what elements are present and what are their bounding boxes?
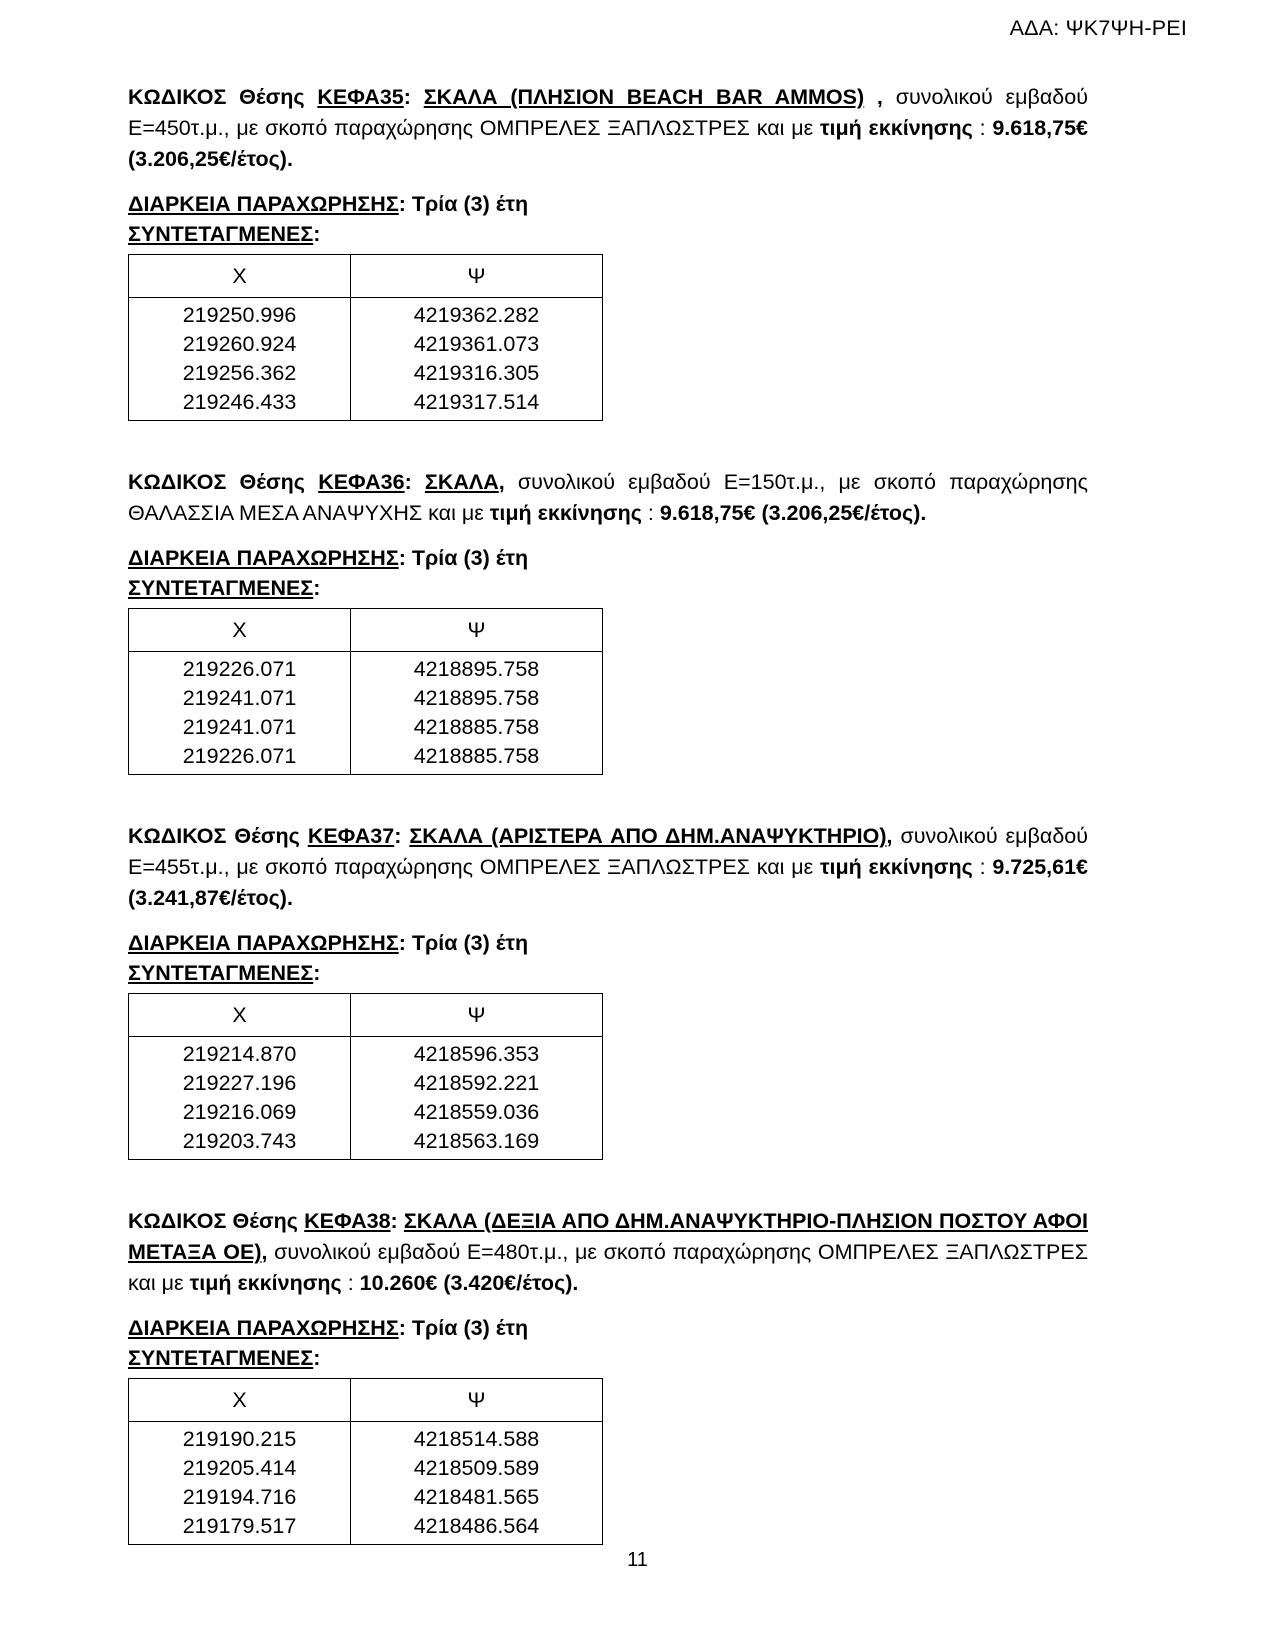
code-prefix-label: ΚΩΔΙΚΟΣ (128, 824, 227, 848)
position-location: ΣΚΑΛΑ (ΠΛΗΣΙΟΝ BEACH BAR AMMOS) (423, 85, 865, 109)
position-block (128, 821, 1088, 1160)
duration-value: Τρία (3) έτη (411, 931, 529, 955)
position-code: ΚΕΦΑ38 (304, 1209, 391, 1233)
coordinates-separator: : (313, 961, 321, 985)
position-location: ΣΚΑΛΑ (424, 470, 499, 494)
cell-x: 219241.071 (129, 684, 351, 713)
cell-x: 219246.433 (129, 388, 351, 421)
cell-x: 219250.996 (129, 298, 351, 331)
cell-y: 4218592.221 (351, 1069, 603, 1098)
location-suffix: , (261, 1240, 268, 1264)
cell-x: 219205.414 (129, 1454, 351, 1483)
cell-x: 219190.215 (129, 1422, 351, 1455)
cell-y: 4218885.758 (351, 713, 603, 742)
cell-x: 219194.716 (129, 1483, 351, 1512)
position-location: ΣΚΑΛΑ (ΑΡΙΣΤΕΡΑ ΑΠΟ ΔΗΜ.ΑΝΑΨΥΚΤΗΡΙΟ) (409, 824, 887, 848)
duration-separator: : (398, 192, 412, 216)
document-body (128, 82, 1088, 1545)
cell-x: 219216.069 (129, 1098, 351, 1127)
cell-y: 4219361.073 (351, 330, 603, 359)
column-header-y: Ψ (351, 255, 603, 298)
table-row (129, 298, 603, 331)
price-value: 9.618,75€ (3.206,25€/έτος). (659, 501, 927, 525)
price-separator: : (972, 855, 993, 879)
table-row (129, 1127, 603, 1160)
cell-x: 219214.870 (129, 1037, 351, 1070)
code-word-label: Θέσης (239, 85, 305, 109)
table-row (129, 1422, 603, 1455)
cell-x: 219203.743 (129, 1127, 351, 1160)
coordinates-table (128, 993, 603, 1160)
table-row (129, 1037, 603, 1070)
table-row (129, 1454, 603, 1483)
position-description: ΚΩΔΙΚΟΣ Θέσης ΚΕΦΑ38: ΣΚΑΛΑ (ΔΕΞΙΑ ΑΠΟ ΔΗΜ.ΑΝΑΨΥΚΤΗΡΙΟ-ΠΛΗΣΙΟΝ ΠΟΣΤΟΥ ΑΦΟΙ ΜΕΤΑΞΑ ΟΕ), συνολικού εμβαδού Ε=480τ.μ., με σκοπό παραχώρησης ΟΜΠΡΕΛΕΣ ΞΑΠΛΩΣΤΡΕΣ και με τιμή εκκίνησης : 10.260€ (3.420€/έτος). (128, 1209, 1088, 1295)
duration-line (128, 1313, 1088, 1343)
cell-y: 4219317.514 (351, 388, 603, 421)
coordinates-line (128, 1343, 1088, 1373)
price-separator: : (341, 1271, 360, 1295)
coordinates-separator: : (313, 222, 321, 246)
cell-y: 4218559.036 (351, 1098, 603, 1127)
table-row (129, 330, 603, 359)
coordinates-line (128, 573, 1088, 603)
duration-value: Τρία (3) έτη (411, 1316, 529, 1340)
position-block (128, 467, 1088, 775)
column-header-y: Ψ (351, 1379, 603, 1422)
column-header-x: Χ (129, 1379, 351, 1422)
price-label: τιμή εκκίνησης (489, 501, 642, 525)
price-label: τιμή εκκίνησης (819, 855, 973, 879)
table-header-row (129, 1379, 603, 1422)
table-row (129, 1069, 603, 1098)
coordinates-label: ΣΥΝΤΕΤΑΓΜΕΝΕΣ (128, 961, 314, 985)
duration-label: ΔΙΑΡΚΕΙΑ ΠΑΡΑΧΩΡΗΣΗΣ (128, 192, 399, 216)
cell-y: 4218514.588 (351, 1422, 603, 1455)
coordinates-separator: : (313, 576, 321, 600)
coordinates-table (128, 608, 603, 775)
table-header-row (129, 609, 603, 652)
cell-y: 4218509.589 (351, 1454, 603, 1483)
duration-separator: : (398, 546, 412, 570)
column-header-x: Χ (129, 994, 351, 1037)
duration-label: ΔΙΑΡΚΕΙΑ ΠΑΡΑΧΩΡΗΣΗΣ (128, 1316, 399, 1340)
cell-y: 4218895.758 (351, 684, 603, 713)
column-header-y: Ψ (351, 994, 603, 1037)
cell-y: 4218885.758 (351, 742, 603, 775)
column-header-y: Ψ (351, 609, 603, 652)
cell-x: 219226.071 (129, 652, 351, 685)
cell-x: 219179.517 (129, 1512, 351, 1545)
description-text: συνολικού εμβαδού Ε=455τ.μ., με σκοπό παραχώρησης ΟΜΠΡΕΛΕΣ ΞΑΠΛΩΣΤΡΕΣ και με (128, 824, 1089, 879)
cell-y: 4218563.169 (351, 1127, 603, 1160)
price-label: τιμή εκκίνησης (819, 116, 973, 140)
position-code: ΚΕΦΑ35 (317, 85, 404, 109)
position-block (128, 1206, 1088, 1545)
cell-x: 219226.071 (129, 742, 351, 775)
position-description: ΚΩΔΙΚΟΣ Θέσης ΚΕΦΑ36: ΣΚΑΛΑ, συνολικού εμβαδού Ε=150τ.μ., με σκοπό παραχώρησης ΘΑΛΑΣΣΙΑ ΜΕΣΑ ΑΝΑΨΥΧΗΣ και με τιμή εκκίνησης : 9.618,75€ (3.206,25€/έτος). (128, 470, 1088, 525)
cell-y: 4218481.565 (351, 1483, 603, 1512)
duration-label: ΔΙΑΡΚΕΙΑ ΠΑΡΑΧΩΡΗΣΗΣ (128, 931, 399, 955)
column-header-x: Χ (129, 255, 351, 298)
position-description: ΚΩΔΙΚΟΣ Θέσης ΚΕΦΑ35: ΣΚΑΛΑ (ΠΛΗΣΙΟΝ BEACH BAR AMMOS) , συνολικού εμβαδού Ε=450τ.μ., με σκοπό παραχώρησης ΟΜΠΡΕΛΕΣ ΞΑΠΛΩΣΤΡΕΣ και με τιμή εκκίνησης : 9.618,75€ (3.206,25€/έτος). (128, 85, 1088, 171)
price-label: τιμή εκκίνησης (189, 1271, 342, 1295)
coordinates-table (128, 254, 603, 421)
price-separator: : (972, 116, 993, 140)
coordinates-label: ΣΥΝΤΕΤΑΓΜΕΝΕΣ (128, 576, 314, 600)
code-prefix-label: ΚΩΔΙΚΟΣ (128, 1209, 227, 1233)
coordinates-line (128, 958, 1088, 988)
coordinates-label: ΣΥΝΤΕΤΑΓΜΕΝΕΣ (128, 222, 314, 246)
location-suffix: , (864, 85, 883, 109)
code-word-label: Θέσης (232, 1209, 298, 1233)
column-header-x: Χ (129, 609, 351, 652)
table-row (129, 1512, 603, 1545)
cell-x: 219227.196 (129, 1069, 351, 1098)
table-row (129, 742, 603, 775)
position-code: ΚΕΦΑ36 (318, 470, 405, 494)
cell-x: 219256.362 (129, 359, 351, 388)
price-separator: : (641, 501, 660, 525)
duration-line (128, 189, 1088, 219)
description-text: συνολικού εμβαδού Ε=150τ.μ., με σκοπό παραχώρησης ΘΑΛΑΣΣΙΑ ΜΕΣΑ ΑΝΑΨΥΧΗΣ και με (128, 470, 1088, 525)
position-location: ΣΚΑΛΑ (ΔΕΞΙΑ ΑΠΟ ΔΗΜ.ΑΝΑΨΥΚΤΗΡΙΟ-ΠΛΗΣΙΟΝ ΠΟΣΤΟΥ ΑΦΟΙ ΜΕΤΑΞΑ ΟΕ) (128, 1209, 1088, 1264)
location-suffix: , (886, 824, 893, 848)
coordinates-label: ΣΥΝΤΕΤΑΓΜΕΝΕΣ (128, 1346, 314, 1370)
table-row (129, 684, 603, 713)
code-word-label: Θέσης (234, 824, 300, 848)
position-code: ΚΕΦΑ37 (307, 824, 395, 848)
code-word-label: Θέσης (239, 470, 305, 494)
coordinates-separator: : (313, 1346, 321, 1370)
description-text: συνολικού εμβαδού Ε=480τ.μ., με σκοπό παραχώρησης ΟΜΠΡΕΛΕΣ ΞΑΠΛΩΣΤΡΕΣ και με (128, 1240, 1088, 1295)
duration-value: Τρία (3) έτη (411, 546, 529, 570)
cell-y: 4219362.282 (351, 298, 603, 331)
ada-header: ΑΔΑ: ΨΚ7ΨΗ-ΡΕΙ (1009, 16, 1187, 40)
duration-label: ΔΙΑΡΚΕΙΑ ΠΑΡΑΧΩΡΗΣΗΣ (128, 546, 399, 570)
price-value: 9.618,75€ (3.206,25€/έτος). (128, 116, 1088, 171)
duration-separator: : (398, 1316, 412, 1340)
table-row (129, 388, 603, 421)
cell-y: 4218486.564 (351, 1512, 603, 1545)
table-header-row (129, 994, 603, 1037)
description-text: συνολικού εμβαδού Ε=450τ.μ., με σκοπό παραχώρησης ΟΜΠΡΕΛΕΣ ΞΑΠΛΩΣΤΡΕΣ και με (128, 85, 1088, 140)
position-block (128, 82, 1088, 421)
price-value: 9.725,61€ (3.241,87€/έτος). (128, 855, 1088, 910)
cell-y: 4218895.758 (351, 652, 603, 685)
code-prefix-label: ΚΩΔΙΚΟΣ (128, 470, 227, 494)
table-row (129, 1483, 603, 1512)
table-row (129, 713, 603, 742)
duration-line (128, 543, 1088, 573)
table-row (129, 652, 603, 685)
table-header-row (129, 255, 603, 298)
cell-x: 219260.924 (129, 330, 351, 359)
duration-value: Τρία (3) έτη (411, 192, 529, 216)
duration-separator: : (398, 931, 412, 955)
position-description: ΚΩΔΙΚΟΣ Θέσης ΚΕΦΑ37: ΣΚΑΛΑ (ΑΡΙΣΤΕΡΑ ΑΠΟ ΔΗΜ.ΑΝΑΨΥΚΤΗΡΙΟ), συνολικού εμβαδού Ε=455τ.μ., με σκοπό παραχώρησης ΟΜΠΡΕΛΕΣ ΞΑΠΛΩΣΤΡΕΣ και με τιμή εκκίνησης : 9.725,61€ (3.241,87€/έτος). (128, 824, 1089, 910)
cell-y: 4219316.305 (351, 359, 603, 388)
table-row (129, 1098, 603, 1127)
coordinates-line (128, 219, 1088, 249)
cell-y: 4218596.353 (351, 1037, 603, 1070)
cell-x: 219241.071 (129, 713, 351, 742)
coordinates-table (128, 1378, 603, 1545)
price-value: 10.260€ (3.420€/έτος). (359, 1271, 579, 1295)
code-prefix-label: ΚΩΔΙΚΟΣ (128, 85, 227, 109)
duration-line (128, 928, 1088, 958)
table-row (129, 359, 603, 388)
page-number: 11 (627, 1549, 648, 1571)
location-suffix: , (498, 470, 505, 494)
